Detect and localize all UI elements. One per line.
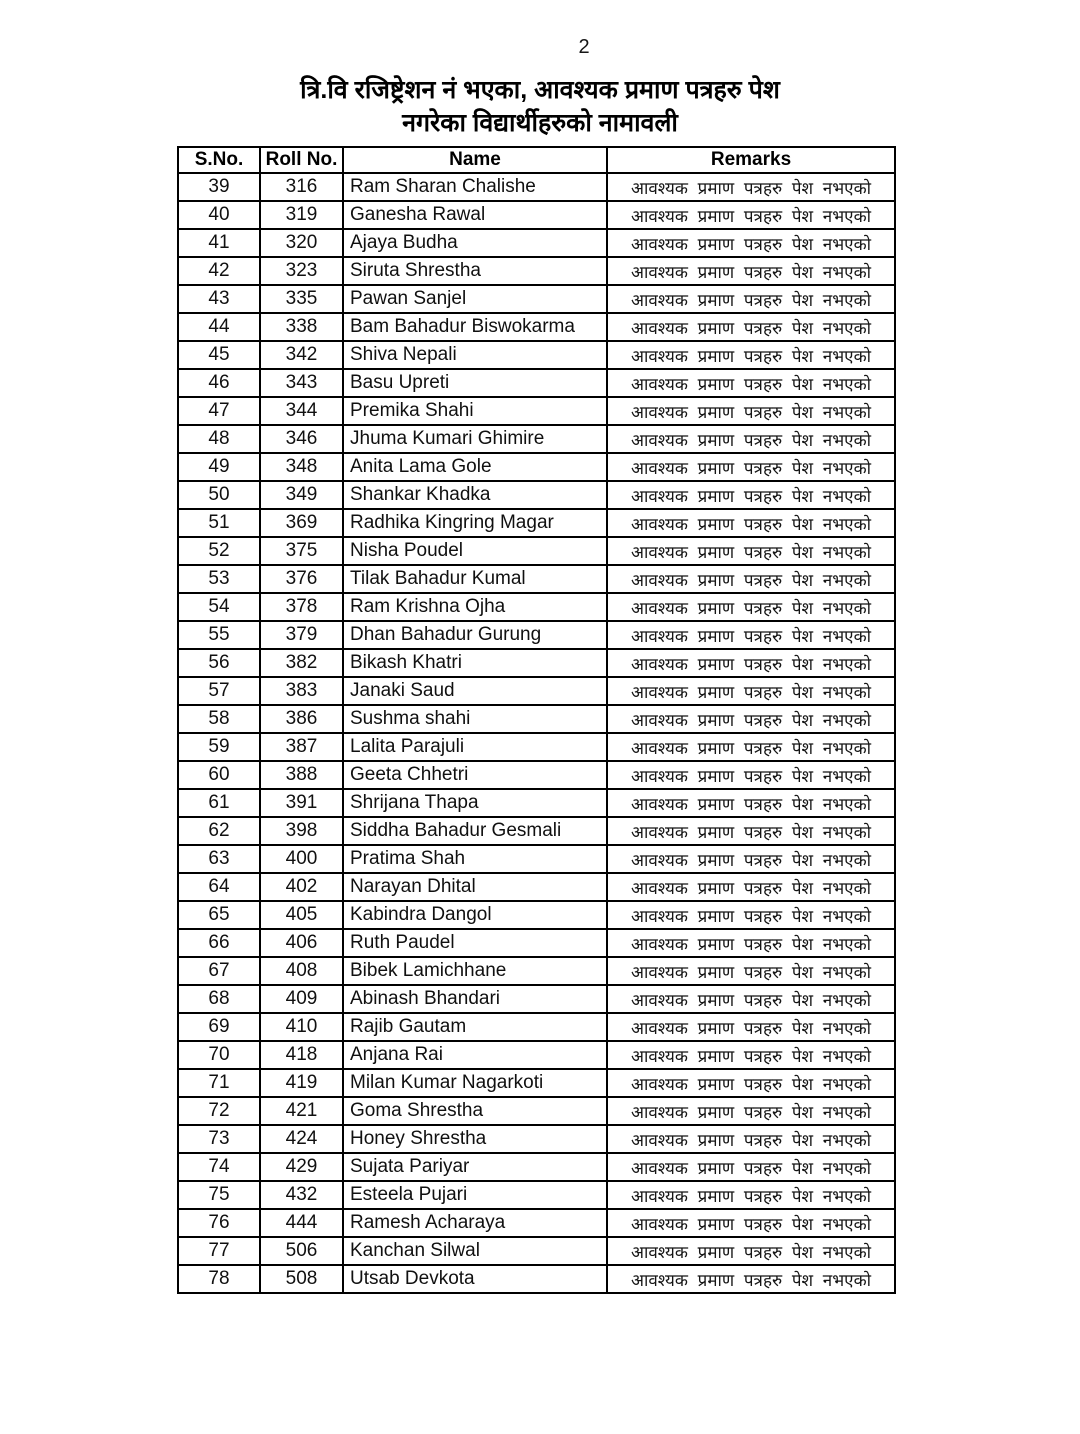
cell-roll-no: 402 bbox=[260, 873, 343, 901]
cell-name: Shankar Khadka bbox=[343, 481, 607, 509]
table-row bbox=[178, 425, 895, 453]
cell-sno: 48 bbox=[178, 425, 260, 453]
cell-name: Ruth Paudel bbox=[343, 929, 607, 957]
cell-roll-no: 343 bbox=[260, 369, 343, 397]
document-title-line1: त्रि.वि रजिष्ट्रेशन नं भएका, आवश्यक प्रमाण पत्रहरु पेश bbox=[300, 76, 780, 104]
cell-remarks: आवश्यक प्रमाण पत्रहरु पेश नभएको bbox=[607, 705, 895, 733]
cell-name: Ram Krishna Ojha bbox=[343, 593, 607, 621]
cell-name: Abinash Bhandari bbox=[343, 985, 607, 1013]
cell-sno: 69 bbox=[178, 1013, 260, 1041]
cell-sno: 45 bbox=[178, 341, 260, 369]
cell-remarks: आवश्यक प्रमाण पत्रहरु पेश नभएको bbox=[607, 341, 895, 369]
cell-roll-no: 383 bbox=[260, 677, 343, 705]
cell-remarks: आवश्यक प्रमाण पत्रहरु पेश नभएको bbox=[607, 1153, 895, 1181]
cell-remarks: आवश्यक प्रमाण पत्रहरु पेश नभएको bbox=[607, 425, 895, 453]
header-roll-no: Roll No. bbox=[260, 147, 343, 173]
cell-roll-no: 382 bbox=[260, 649, 343, 677]
cell-sno: 77 bbox=[178, 1237, 260, 1265]
table-row bbox=[178, 257, 895, 285]
cell-roll-no: 376 bbox=[260, 565, 343, 593]
table-row bbox=[178, 1153, 895, 1181]
cell-sno: 71 bbox=[178, 1069, 260, 1097]
cell-name: Honey Shrestha bbox=[343, 1125, 607, 1153]
cell-sno: 55 bbox=[178, 621, 260, 649]
cell-sno: 53 bbox=[178, 565, 260, 593]
cell-sno: 59 bbox=[178, 733, 260, 761]
cell-roll-no: 398 bbox=[260, 817, 343, 845]
cell-sno: 58 bbox=[178, 705, 260, 733]
cell-sno: 73 bbox=[178, 1125, 260, 1153]
cell-remarks: आवश्यक प्रमाण पत्रहरु पेश नभएको bbox=[607, 733, 895, 761]
cell-name: Bam Bahadur Biswokarma bbox=[343, 313, 607, 341]
cell-remarks: आवश्यक प्रमाण पत्रहरु पेश नभएको bbox=[607, 957, 895, 985]
cell-sno: 64 bbox=[178, 873, 260, 901]
cell-sno: 54 bbox=[178, 593, 260, 621]
cell-name: Anjana Rai bbox=[343, 1041, 607, 1069]
cell-roll-no: 400 bbox=[260, 845, 343, 873]
cell-name: Lalita Parajuli bbox=[343, 733, 607, 761]
cell-name: Narayan Dhital bbox=[343, 873, 607, 901]
cell-name: Radhika Kingring Magar bbox=[343, 509, 607, 537]
cell-roll-no: 344 bbox=[260, 397, 343, 425]
cell-remarks: आवश्यक प्रमाण पत्रहरु पेश नभएको bbox=[607, 817, 895, 845]
cell-sno: 50 bbox=[178, 481, 260, 509]
cell-name: Geeta Chhetri bbox=[343, 761, 607, 789]
cell-roll-no: 387 bbox=[260, 733, 343, 761]
cell-name: Utsab Devkota bbox=[343, 1265, 607, 1293]
page-number: 2 bbox=[578, 36, 590, 58]
cell-name: Esteela Pujari bbox=[343, 1181, 607, 1209]
cell-sno: 78 bbox=[178, 1265, 260, 1293]
cell-sno: 63 bbox=[178, 845, 260, 873]
table-row bbox=[178, 1181, 895, 1209]
cell-roll-no: 388 bbox=[260, 761, 343, 789]
cell-sno: 61 bbox=[178, 789, 260, 817]
cell-roll-no: 346 bbox=[260, 425, 343, 453]
cell-sno: 49 bbox=[178, 453, 260, 481]
cell-remarks: आवश्यक प्रमाण पत्रहरु पेश नभएको bbox=[607, 397, 895, 425]
cell-remarks: आवश्यक प्रमाण पत्रहरु पेश नभएको bbox=[607, 1013, 895, 1041]
cell-roll-no: 323 bbox=[260, 257, 343, 285]
cell-sno: 60 bbox=[178, 761, 260, 789]
table-row bbox=[178, 1209, 895, 1237]
cell-roll-no: 432 bbox=[260, 1181, 343, 1209]
cell-roll-no: 406 bbox=[260, 929, 343, 957]
cell-sno: 40 bbox=[178, 201, 260, 229]
table-row bbox=[178, 201, 895, 229]
cell-name: Pratima Shah bbox=[343, 845, 607, 873]
cell-name: Nisha Poudel bbox=[343, 537, 607, 565]
student-roster-table bbox=[177, 146, 896, 1294]
cell-name: Sujata Pariyar bbox=[343, 1153, 607, 1181]
table-row bbox=[178, 565, 895, 593]
table-row bbox=[178, 173, 895, 201]
table-row bbox=[178, 957, 895, 985]
cell-remarks: आवश्यक प्रमाण पत्रहरु पेश नभएको bbox=[607, 1125, 895, 1153]
cell-name: Ram Sharan Chalishe bbox=[343, 173, 607, 201]
table-body bbox=[178, 173, 895, 1293]
cell-roll-no: 508 bbox=[260, 1265, 343, 1293]
cell-name: Dhan Bahadur Gurung bbox=[343, 621, 607, 649]
cell-remarks: आवश्यक प्रमाण पत्रहरु पेश नभएको bbox=[607, 901, 895, 929]
cell-roll-no: 369 bbox=[260, 509, 343, 537]
cell-name: Bikash Khatri bbox=[343, 649, 607, 677]
table-row bbox=[178, 593, 895, 621]
table-row bbox=[178, 453, 895, 481]
cell-remarks: आवश्यक प्रमाण पत्रहरु पेश नभएको bbox=[607, 789, 895, 817]
header-remarks: Remarks bbox=[607, 147, 895, 173]
cell-roll-no: 419 bbox=[260, 1069, 343, 1097]
table-row bbox=[178, 1041, 895, 1069]
table-row bbox=[178, 621, 895, 649]
table-row bbox=[178, 929, 895, 957]
cell-sno: 46 bbox=[178, 369, 260, 397]
cell-name: Tilak Bahadur Kumal bbox=[343, 565, 607, 593]
cell-name: Milan Kumar Nagarkoti bbox=[343, 1069, 607, 1097]
cell-roll-no: 349 bbox=[260, 481, 343, 509]
cell-roll-no: 421 bbox=[260, 1097, 343, 1125]
cell-remarks: आवश्यक प्रमाण पत्रहरु पेश नभएको bbox=[607, 1237, 895, 1265]
cell-name: Shiva Nepali bbox=[343, 341, 607, 369]
table-row bbox=[178, 1097, 895, 1125]
cell-sno: 44 bbox=[178, 313, 260, 341]
cell-sno: 72 bbox=[178, 1097, 260, 1125]
cell-sno: 66 bbox=[178, 929, 260, 957]
table-row bbox=[178, 985, 895, 1013]
table-row bbox=[178, 901, 895, 929]
cell-remarks: आवश्यक प्रमाण पत्रहरु पेश नभएको bbox=[607, 229, 895, 257]
table-row bbox=[178, 1237, 895, 1265]
cell-remarks: आवश्यक प्रमाण पत्रहरु पेश नभएको bbox=[607, 509, 895, 537]
cell-sno: 47 bbox=[178, 397, 260, 425]
cell-remarks: आवश्यक प्रमाण पत्रहरु पेश नभएको bbox=[607, 257, 895, 285]
table-row bbox=[178, 313, 895, 341]
table-row bbox=[178, 509, 895, 537]
header-sno: S.No. bbox=[178, 147, 260, 173]
cell-remarks: आवश्यक प्रमाण पत्रहरु पेश नभएको bbox=[607, 929, 895, 957]
cell-remarks: आवश्यक प्रमाण पत्रहरु पेश नभएको bbox=[607, 201, 895, 229]
table-row bbox=[178, 789, 895, 817]
cell-roll-no: 348 bbox=[260, 453, 343, 481]
table-header-row bbox=[178, 147, 895, 173]
table-row bbox=[178, 733, 895, 761]
cell-sno: 75 bbox=[178, 1181, 260, 1209]
cell-name: Ramesh Acharaya bbox=[343, 1209, 607, 1237]
table-row bbox=[178, 1013, 895, 1041]
cell-roll-no: 335 bbox=[260, 285, 343, 313]
table-row bbox=[178, 229, 895, 257]
cell-name: Siddha Bahadur Gesmali bbox=[343, 817, 607, 845]
cell-name: Kanchan Silwal bbox=[343, 1237, 607, 1265]
cell-remarks: आवश्यक प्रमाण पत्रहरु पेश नभएको bbox=[607, 173, 895, 201]
cell-sno: 65 bbox=[178, 901, 260, 929]
table-row bbox=[178, 537, 895, 565]
cell-name: Bibek Lamichhane bbox=[343, 957, 607, 985]
cell-remarks: आवश्यक प्रमाण पत्रहरु पेश नभएको bbox=[607, 481, 895, 509]
cell-roll-no: 375 bbox=[260, 537, 343, 565]
cell-remarks: आवश्यक प्रमाण पत्रहरु पेश नभएको bbox=[607, 621, 895, 649]
cell-roll-no: 506 bbox=[260, 1237, 343, 1265]
cell-name: Anita Lama Gole bbox=[343, 453, 607, 481]
cell-roll-no: 378 bbox=[260, 593, 343, 621]
cell-sno: 70 bbox=[178, 1041, 260, 1069]
cell-sno: 42 bbox=[178, 257, 260, 285]
cell-sno: 56 bbox=[178, 649, 260, 677]
table-row bbox=[178, 1125, 895, 1153]
cell-sno: 57 bbox=[178, 677, 260, 705]
cell-remarks: आवश्यक प्रमाण पत्रहरु पेश नभएको bbox=[607, 593, 895, 621]
cell-sno: 68 bbox=[178, 985, 260, 1013]
cell-remarks: आवश्यक प्रमाण पत्रहरु पेश नभएको bbox=[607, 565, 895, 593]
cell-roll-no: 391 bbox=[260, 789, 343, 817]
cell-remarks: आवश्यक प्रमाण पत्रहरु पेश नभएको bbox=[607, 1069, 895, 1097]
cell-remarks: आवश्यक प्रमाण पत्रहरु पेश नभएको bbox=[607, 1181, 895, 1209]
cell-name: Sushma shahi bbox=[343, 705, 607, 733]
cell-remarks: आवश्यक प्रमाण पत्रहरु पेश नभएको bbox=[607, 313, 895, 341]
cell-name: Premika Shahi bbox=[343, 397, 607, 425]
cell-roll-no: 316 bbox=[260, 173, 343, 201]
cell-roll-no: 320 bbox=[260, 229, 343, 257]
table-row bbox=[178, 1265, 895, 1293]
cell-roll-no: 444 bbox=[260, 1209, 343, 1237]
cell-roll-no: 408 bbox=[260, 957, 343, 985]
cell-roll-no: 405 bbox=[260, 901, 343, 929]
cell-name: Kabindra Dangol bbox=[343, 901, 607, 929]
cell-sno: 51 bbox=[178, 509, 260, 537]
table-row bbox=[178, 873, 895, 901]
cell-roll-no: 319 bbox=[260, 201, 343, 229]
cell-name: Goma Shrestha bbox=[343, 1097, 607, 1125]
document-title-line2: नगरेका विद्यार्थीहरुको नामावली bbox=[402, 109, 678, 137]
cell-sno: 39 bbox=[178, 173, 260, 201]
cell-remarks: आवश्यक प्रमाण पत्रहरु पेश नभएको bbox=[607, 537, 895, 565]
cell-remarks: आवश्यक प्रमाण पत्रहरु पेश नभएको bbox=[607, 985, 895, 1013]
table-row bbox=[178, 397, 895, 425]
cell-remarks: आवश्यक प्रमाण पत्रहरु पेश नभएको bbox=[607, 369, 895, 397]
cell-sno: 74 bbox=[178, 1153, 260, 1181]
cell-roll-no: 386 bbox=[260, 705, 343, 733]
cell-sno: 67 bbox=[178, 957, 260, 985]
cell-remarks: आवश्यक प्रमाण पत्रहरु पेश नभएको bbox=[607, 845, 895, 873]
table-row bbox=[178, 369, 895, 397]
cell-remarks: आवश्यक प्रमाण पत्रहरु पेश नभएको bbox=[607, 873, 895, 901]
table-row bbox=[178, 341, 895, 369]
cell-remarks: आवश्यक प्रमाण पत्रहरु पेश नभएको bbox=[607, 1041, 895, 1069]
table-row bbox=[178, 285, 895, 313]
header-name: Name bbox=[343, 147, 607, 173]
cell-roll-no: 424 bbox=[260, 1125, 343, 1153]
cell-roll-no: 379 bbox=[260, 621, 343, 649]
table-row bbox=[178, 845, 895, 873]
cell-remarks: आवश्यक प्रमाण पत्रहरु पेश नभएको bbox=[607, 649, 895, 677]
cell-remarks: आवश्यक प्रमाण पत्रहरु पेश नभएको bbox=[607, 761, 895, 789]
cell-name: Jhuma Kumari Ghimire bbox=[343, 425, 607, 453]
cell-sno: 41 bbox=[178, 229, 260, 257]
cell-sno: 76 bbox=[178, 1209, 260, 1237]
cell-name: Ajaya Budha bbox=[343, 229, 607, 257]
cell-sno: 52 bbox=[178, 537, 260, 565]
cell-name: Rajib Gautam bbox=[343, 1013, 607, 1041]
cell-remarks: आवश्यक प्रमाण पत्रहरु पेश नभएको bbox=[607, 453, 895, 481]
cell-roll-no: 410 bbox=[260, 1013, 343, 1041]
cell-roll-no: 338 bbox=[260, 313, 343, 341]
cell-remarks: आवश्यक प्रमाण पत्रहरु पेश नभएको bbox=[607, 1097, 895, 1125]
cell-sno: 62 bbox=[178, 817, 260, 845]
cell-name: Shrijana Thapa bbox=[343, 789, 607, 817]
cell-name: Ganesha Rawal bbox=[343, 201, 607, 229]
table-row bbox=[178, 677, 895, 705]
cell-roll-no: 409 bbox=[260, 985, 343, 1013]
table-row bbox=[178, 481, 895, 509]
table-row bbox=[178, 649, 895, 677]
cell-name: Janaki Saud bbox=[343, 677, 607, 705]
cell-remarks: आवश्यक प्रमाण पत्रहरु पेश नभएको bbox=[607, 677, 895, 705]
cell-remarks: आवश्यक प्रमाण पत्रहरु पेश नभएको bbox=[607, 285, 895, 313]
cell-name: Basu Upreti bbox=[343, 369, 607, 397]
cell-roll-no: 418 bbox=[260, 1041, 343, 1069]
table-row bbox=[178, 1069, 895, 1097]
cell-roll-no: 342 bbox=[260, 341, 343, 369]
table-row bbox=[178, 817, 895, 845]
cell-remarks: आवश्यक प्रमाण पत्रहरु पेश नभएको bbox=[607, 1265, 895, 1293]
cell-roll-no: 429 bbox=[260, 1153, 343, 1181]
document-page bbox=[0, 36, 1080, 1434]
table-row bbox=[178, 705, 895, 733]
cell-name: Pawan Sanjel bbox=[343, 285, 607, 313]
cell-remarks: आवश्यक प्रमाण पत्रहरु पेश नभएको bbox=[607, 1209, 895, 1237]
cell-sno: 43 bbox=[178, 285, 260, 313]
table-row bbox=[178, 761, 895, 789]
cell-name: Siruta Shrestha bbox=[343, 257, 607, 285]
